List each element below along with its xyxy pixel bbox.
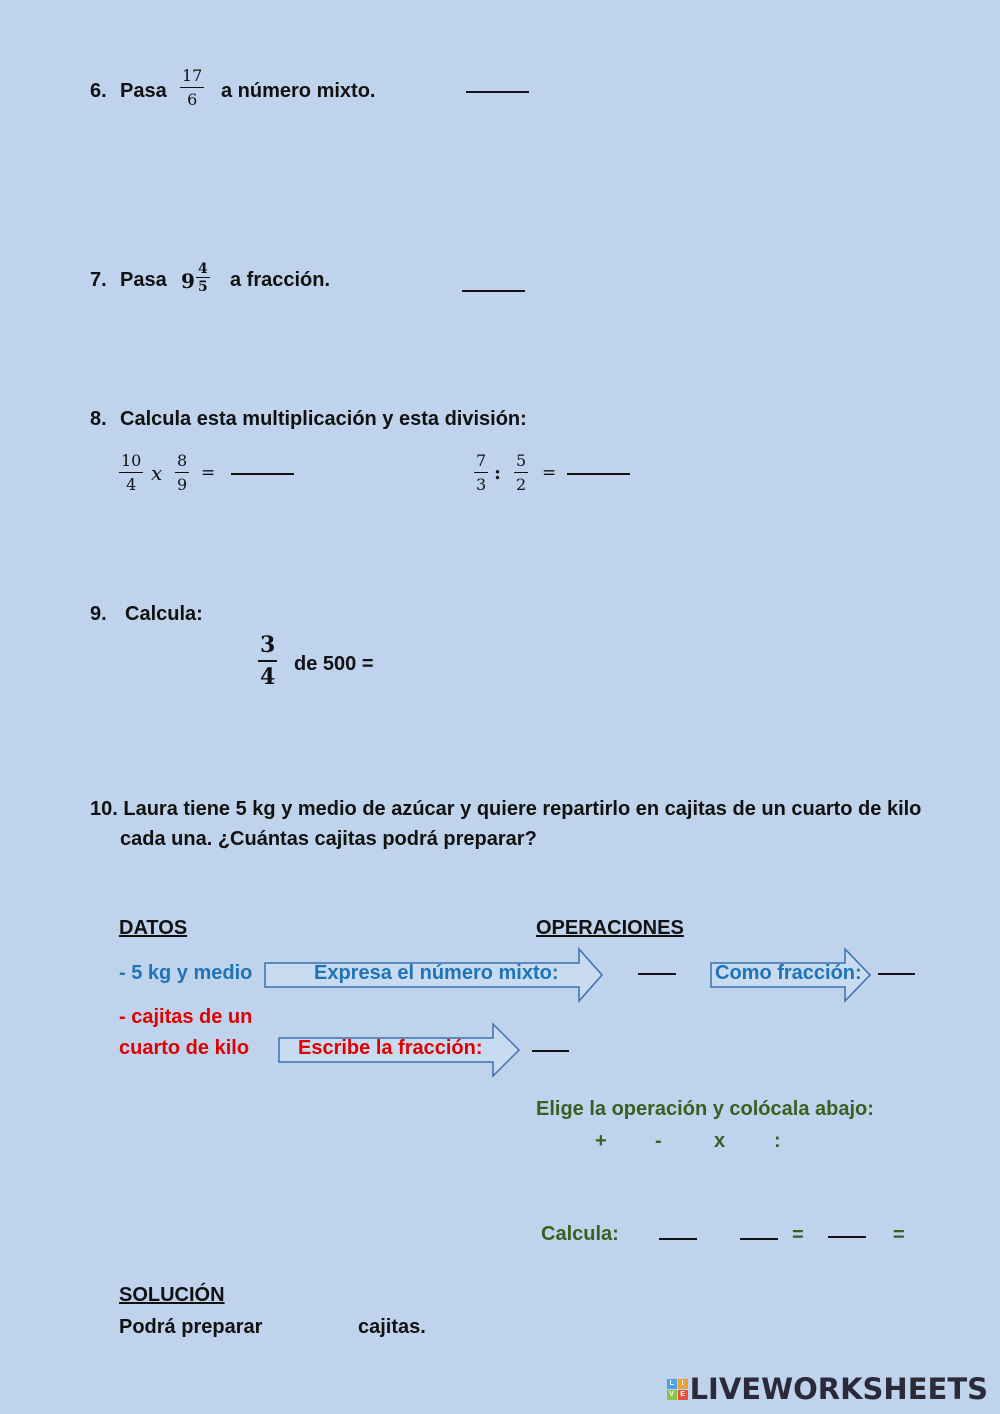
q8-mult-fraction-b	[175, 453, 189, 493]
q8-div-a-numerator: 7	[474, 453, 488, 473]
arrow-fraccion-label: Como fracción:	[715, 962, 862, 984]
q8-div-fraction-b	[514, 453, 528, 493]
liveworksheets-logo-text: LIVEWORKSHEETS	[689, 1372, 988, 1406]
q7-fraction-numerator: 4	[198, 261, 208, 277]
q8-div-equals: =	[542, 463, 557, 483]
mixed-number-answer-blank[interactable]	[638, 973, 676, 975]
q8-div-a-denominator: 3	[476, 475, 487, 494]
q8-div-b-numerator: 5	[514, 453, 528, 473]
q8-number: 8.	[90, 408, 107, 430]
calcula-label: Calcula:	[541, 1223, 619, 1245]
liveworksheets-logo	[667, 1372, 988, 1406]
calc-final-result-field[interactable]	[915, 1222, 985, 1250]
q7-text: a fracción.	[230, 269, 331, 291]
q8-div-fraction-a	[474, 453, 488, 493]
q10-line2: cada una. ¿Cuántas cajitas podrá preparar?	[120, 828, 537, 850]
calc-operand2-blank[interactable]	[740, 1238, 778, 1240]
q8-mult-a-numerator: 10	[119, 453, 143, 473]
q10-line1: 10. Laura tiene 5 kg y medio de azúcar y quiere repartirlo en cajitas de un cuarto de kilo	[90, 798, 922, 820]
dato-cajitas-line2: cuarto de kilo	[119, 1037, 250, 1059]
q9-fraction-denominator: 4	[260, 664, 276, 690]
op-plus[interactable]: +	[595, 1130, 607, 1152]
calc-equals-1: =	[792, 1224, 804, 1246]
solucion-title: SOLUCIÓN	[119, 1284, 225, 1306]
q6-number: 6.	[90, 80, 107, 102]
calc-equals-2: =	[893, 1224, 905, 1246]
quarter-fraction-answer-blank[interactable]	[532, 1050, 569, 1052]
fraction-answer-blank[interactable]	[878, 973, 915, 975]
q7-number: 7.	[90, 269, 107, 291]
q6-fraction	[180, 68, 204, 108]
q8-text: Calcula esta multiplicación y esta división:	[120, 408, 527, 430]
q6-word: Pasa	[120, 80, 167, 102]
q8-div-b-denominator: 2	[516, 475, 527, 494]
logo-icon-v: V	[667, 1390, 677, 1400]
q9-fraction	[258, 634, 277, 688]
q9-text: Calcula:	[125, 603, 203, 625]
op-divide[interactable]: :	[774, 1130, 781, 1152]
q9-answer-field[interactable]	[380, 648, 500, 680]
q8-mult-a-denominator: 4	[126, 475, 137, 494]
op-minus[interactable]: -	[655, 1130, 662, 1152]
op-times[interactable]: x	[714, 1130, 726, 1152]
calc-result-fraction-blank[interactable]	[828, 1236, 866, 1238]
solucion-text-b: cajitas.	[358, 1316, 426, 1338]
q8-mult-b-numerator: 8	[175, 453, 189, 473]
q6-fraction-denominator: 6	[187, 90, 198, 109]
q8-mult-fraction-a	[119, 453, 143, 493]
logo-icon-i: I	[678, 1379, 688, 1389]
q9-number: 9.	[90, 603, 107, 625]
dato-cajitas-line1: - cajitas de un	[119, 1006, 253, 1028]
q8-div-answer-blank[interactable]	[567, 473, 630, 475]
q8-mult-answer-blank[interactable]	[231, 473, 294, 475]
calc-operator-slot[interactable]	[712, 1222, 736, 1250]
q6-answer-blank[interactable]	[466, 91, 529, 93]
q6-text: a número mixto.	[221, 80, 376, 102]
q7-fraction-denominator: 5	[198, 279, 208, 295]
elige-operacion: Elige la operación y colócala abajo:	[536, 1098, 874, 1120]
q8-mult-b-denominator: 9	[177, 475, 188, 494]
calc-operand1-blank[interactable]	[659, 1238, 697, 1240]
arrow-expresa-label: Expresa el número mixto:	[314, 962, 559, 984]
q8-mult-equals: =	[201, 463, 216, 483]
logo-icon-l: L	[667, 1379, 677, 1389]
q8-div-operator: :	[494, 462, 502, 484]
q7-answer-blank[interactable]	[462, 290, 525, 292]
logo-icon-e: E	[678, 1390, 688, 1400]
q6-fraction-numerator: 17	[180, 68, 204, 88]
liveworksheets-logo-icon	[667, 1379, 688, 1400]
q9-rest: de 500 =	[294, 653, 374, 675]
arrow-escribe-label: Escribe la fracción:	[298, 1037, 483, 1059]
dato-5kg: - 5 kg y medio	[119, 962, 253, 984]
q7-whole: 9	[181, 269, 195, 293]
q8-mult-operator: x	[151, 461, 163, 485]
solucion-text-a: Podrá preparar	[119, 1316, 263, 1338]
q9-fraction-numerator: 3	[258, 634, 277, 662]
q7-word: Pasa	[120, 269, 167, 291]
operaciones-title: OPERACIONES	[536, 917, 684, 939]
q7-fraction	[196, 262, 210, 294]
datos-title: DATOS	[119, 917, 188, 939]
solucion-answer-field[interactable]	[272, 1313, 352, 1341]
